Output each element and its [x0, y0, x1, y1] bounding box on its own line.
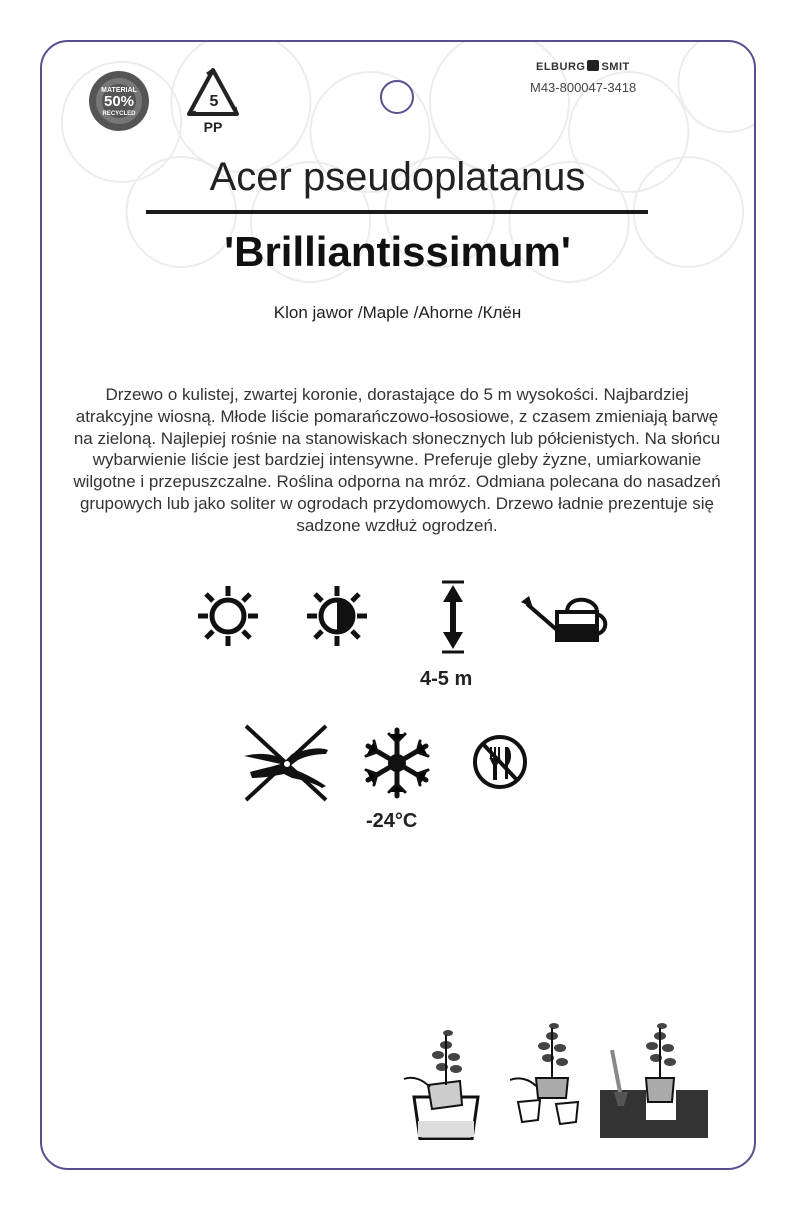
- svg-text:RECYCLED: RECYCLED: [102, 111, 136, 117]
- frost-hardy-icon: [360, 726, 434, 805]
- brand-mark-icon: [587, 60, 599, 71]
- cultivar-name: 'Brilliantissimum': [224, 228, 571, 275]
- height-value: 4-5 m: [420, 668, 473, 690]
- watering-can-icon: [519, 592, 609, 649]
- planting-step-1-illustration: [400, 1025, 490, 1145]
- brand-name-left: ELBURG: [536, 61, 586, 73]
- recycled-material-badge: [88, 70, 150, 137]
- brand-name-right: SMIT: [601, 61, 630, 73]
- latin-name: Acer pseudoplatanus: [209, 155, 586, 199]
- title-divider: [146, 210, 648, 214]
- height-arrow-icon: [438, 580, 468, 659]
- svg-text:5: 5: [209, 93, 219, 110]
- svg-text:MATERIAL: MATERIAL: [101, 87, 137, 94]
- product-code: M43-800047-3418: [530, 80, 637, 95]
- no-pruning-icon: [240, 724, 332, 807]
- half-shade-icon: [305, 584, 369, 653]
- svg-text:50%: 50%: [103, 93, 135, 110]
- common-names: Klon jawor /Maple /Ahorne /Клён: [273, 303, 522, 322]
- recycle-symbol-icon: [183, 66, 243, 143]
- svg-text:PP: PP: [203, 119, 223, 135]
- hanging-hole: [380, 80, 414, 114]
- brand-logo: [536, 60, 630, 73]
- planting-step-3-illustration: [598, 1022, 710, 1145]
- description: Drzewo o kulistej, zwartej koronie, dorastające do 5 m wysokości. Najbardziej atrakcyjne wiosną. Młode liście pomarańczowo-łososiowe, z czasem zmieniają barwę na zieloną. Najlepiej rośnie na stanowiskach słonecznych lub półcienistych. Na słońcu wybarwienie liście jest bardziej intensywne. Preferuje gleby żyzne, umiarkowanie wilgotne i przepuszczalne. Roślina odporna na mróz. Odmiana polecana do nasadzeń grupowych lub jako soliter w ogrodach przydomowych. Drzewo ładnie prezentuje się sadzone wzdłuż ogrodzeń.: [73, 385, 721, 535]
- full-sun-icon: [196, 584, 260, 653]
- planting-step-2-illustration: [510, 1022, 590, 1132]
- not-edible-icon: [472, 731, 528, 798]
- hardiness-value: -24°C: [366, 810, 418, 832]
